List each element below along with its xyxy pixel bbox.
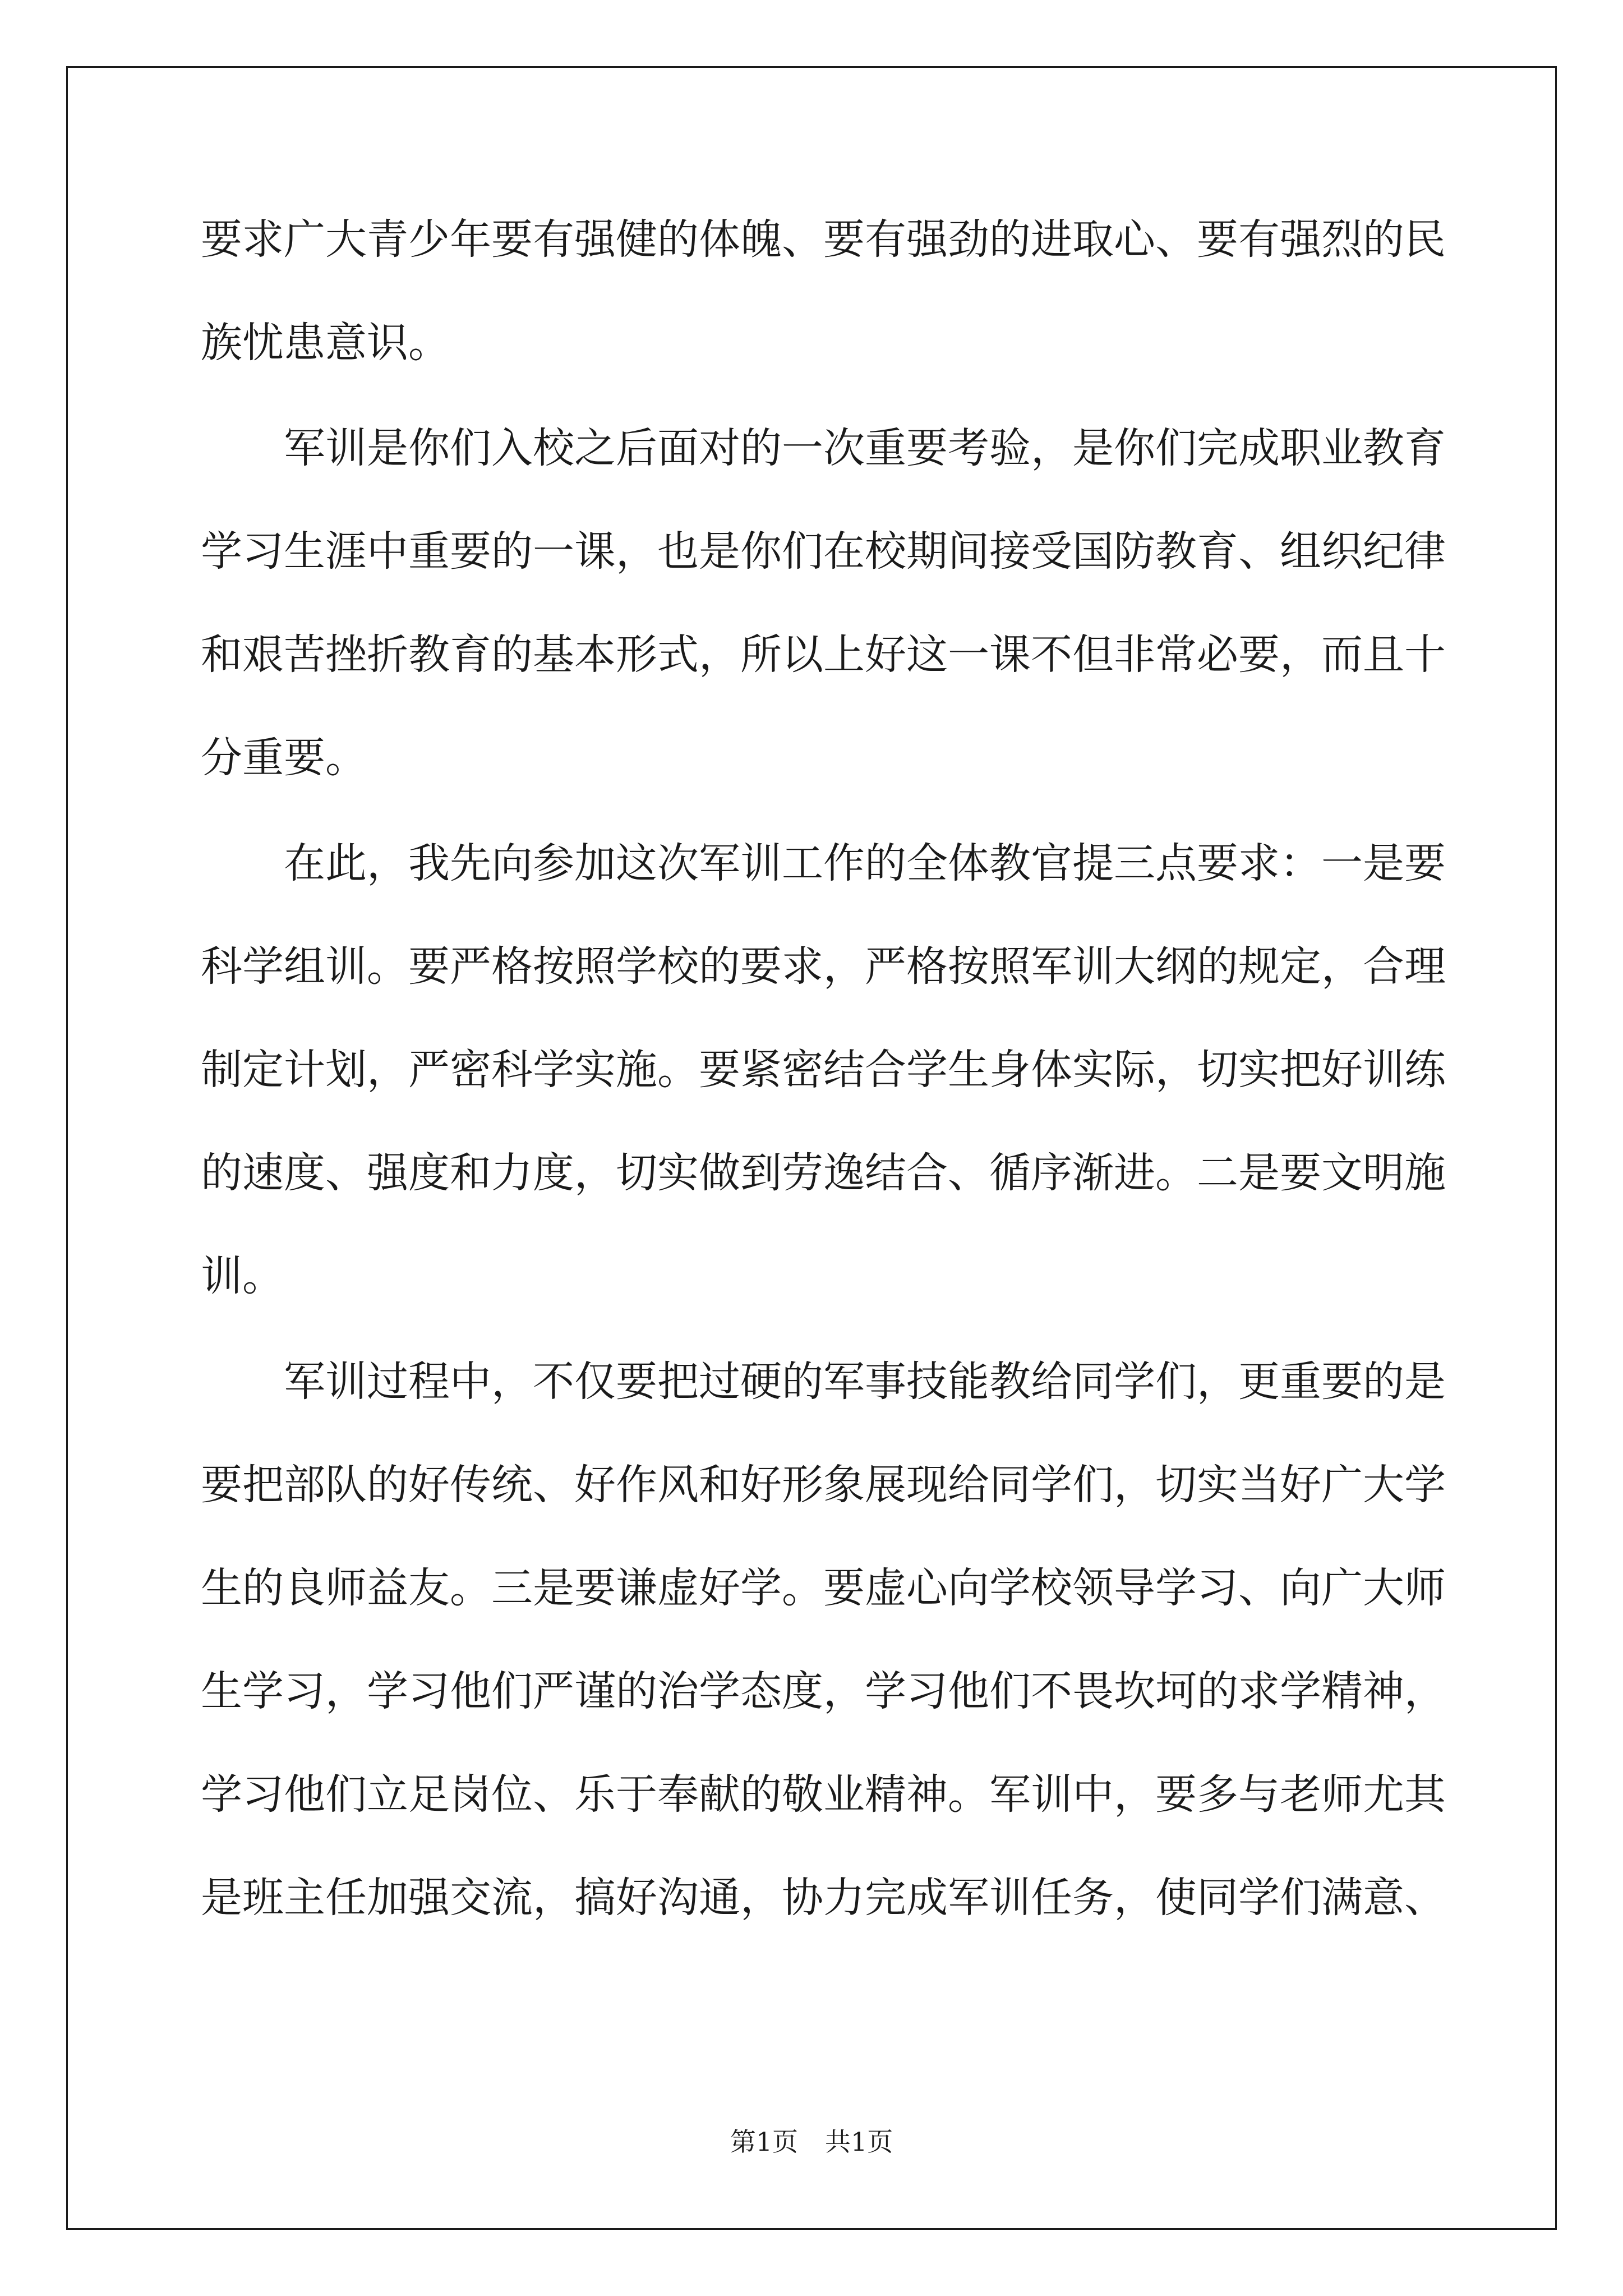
text-line: 军训是你们入校之后面对的一次重要考验，是你们完成职业教育 (284, 424, 1446, 472)
text-line: 分重要。 (201, 734, 367, 782)
text-line: 要把部队的好传统、好作风和好形象展现给同学们，切实当好广大学 (201, 1461, 1446, 1509)
page-footer (0, 2129, 1623, 2155)
text-line: 军训过程中，不仅要把过硬的军事技能教给同学们，更重要的是 (284, 1358, 1446, 1406)
text-line: 训。 (201, 1252, 284, 1300)
page-total: 共1页 (825, 2127, 893, 2157)
text-line: 学习生涯中重要的一课，也是你们在校期间接受国防教育、组织纪律 (201, 527, 1446, 576)
text-line: 和艰苦挫折教育的基本形式，所以上好这一课不但非常必要，而且十 (201, 631, 1446, 679)
text-line: 生的良师益友。三是要谦虚好学。要虚心向学校领导学习、向广大师 (201, 1564, 1446, 1612)
text-line: 科学组训。要严格按照学校的要求，严格按照军训大纲的规定，合理 (201, 942, 1446, 991)
text-line: 在此，我先向参加这次军训工作的全体教官提三点要求：一是要 (284, 839, 1446, 887)
text-line: 学习他们立足岗位、乐于奉献的敬业精神。军训中，要多与老师尤其 (201, 1770, 1446, 1819)
page-number: 第1页 (730, 2127, 798, 2157)
text-line: 要求广大青少年要有强健的体魄、要有强劲的进取心、要有强烈的民 (201, 215, 1446, 264)
text-line: 的速度、强度和力度，切实做到劳逸结合、循序渐进。二是要文明施 (201, 1149, 1446, 1197)
text-line: 族忧患意识。 (201, 319, 450, 367)
text-line: 是班主任加强交流，搞好沟通，协力完成军训任务，使同学们满意、 (201, 1874, 1446, 1922)
text-line: 生学习，学习他们严谨的治学态度，学习他们不畏坎坷的求学精神， (201, 1667, 1446, 1715)
document-body (201, 215, 1446, 1922)
text-line: 制定计划，严密科学实施。要紧密结合学生身体实际，切实把好训练 (201, 1046, 1446, 1094)
